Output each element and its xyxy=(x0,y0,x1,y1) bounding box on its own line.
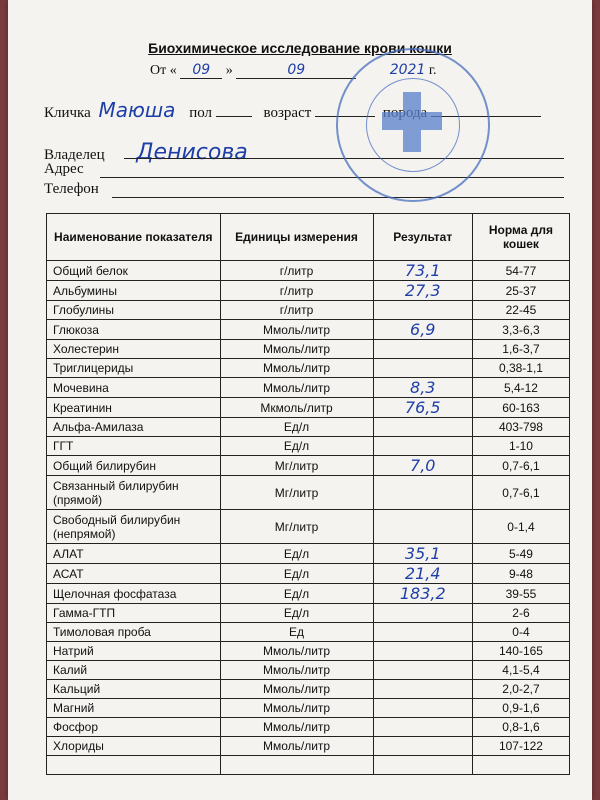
date-suffix: г. xyxy=(428,63,437,78)
table-row xyxy=(47,699,570,718)
cell-norm: 0,8-1,6 xyxy=(472,718,569,737)
cell-units: Ммоль/литр xyxy=(220,320,373,340)
adres-line xyxy=(100,177,564,178)
cell-result xyxy=(373,699,472,718)
cell-units: Ммоль/литр xyxy=(220,680,373,699)
cell-result xyxy=(373,476,472,510)
cell-result xyxy=(373,301,472,320)
table-row xyxy=(47,320,570,340)
vladelec-value: Денисова xyxy=(136,140,248,165)
cell-name: Хлориды xyxy=(47,737,221,756)
cell-units: Ед/л xyxy=(220,418,373,437)
table-row xyxy=(47,756,570,775)
cell-name xyxy=(47,756,221,775)
cell-units: Мкмоль/литр xyxy=(220,398,373,418)
cell-units: Ед/л xyxy=(220,564,373,584)
cell-result: 8,3 xyxy=(373,378,472,398)
table-row xyxy=(47,281,570,301)
date-day: 09 xyxy=(180,62,222,79)
table-row xyxy=(47,737,570,756)
table-row xyxy=(47,604,570,623)
table-row xyxy=(47,456,570,476)
table-row xyxy=(47,718,570,737)
clinic-stamp xyxy=(336,48,490,202)
cell-name: Глобулины xyxy=(47,301,221,320)
cell-name: Фосфор xyxy=(47,718,221,737)
cell-norm: 22-45 xyxy=(472,301,569,320)
cell-units: Ммоль/литр xyxy=(220,642,373,661)
table-body xyxy=(47,261,570,775)
table-row xyxy=(47,564,570,584)
header-norm: Норма для кошек xyxy=(472,214,569,261)
table-row xyxy=(47,680,570,699)
telefon-field xyxy=(44,181,564,198)
cell-norm: 9-48 xyxy=(472,564,569,584)
cell-result xyxy=(373,604,472,623)
vozrast-label: возраст xyxy=(263,105,312,121)
table-row xyxy=(47,359,570,378)
table-row xyxy=(47,623,570,642)
analysis-form xyxy=(8,0,592,800)
cell-name: Натрий xyxy=(47,642,221,661)
cell-name: Связанный билирубин (прямой) xyxy=(47,476,221,510)
cell-name: Холестерин xyxy=(47,340,221,359)
telefon-label: Телефон xyxy=(44,181,99,197)
pol-blank xyxy=(216,116,252,117)
cell-units: г/литр xyxy=(220,301,373,320)
stamp-cross-bar xyxy=(382,112,442,130)
cell-name: Общий билирубин xyxy=(47,456,221,476)
cell-units: Ммоль/литр xyxy=(220,661,373,680)
cell-result xyxy=(373,510,472,544)
cell-name: Магний xyxy=(47,699,221,718)
cell-name: АСАТ xyxy=(47,564,221,584)
date-prefix: От « xyxy=(150,63,177,78)
table-row xyxy=(47,398,570,418)
cell-norm: 3,3-6,3 xyxy=(472,320,569,340)
cell-result xyxy=(373,680,472,699)
cell-units: Мг/литр xyxy=(220,476,373,510)
cell-name: Кальций xyxy=(47,680,221,699)
cell-norm: 54-77 xyxy=(472,261,569,281)
table-row xyxy=(47,261,570,281)
header-result: Результат xyxy=(373,214,472,261)
klichka-label: Кличка xyxy=(44,105,91,121)
cell-result xyxy=(373,437,472,456)
header-name: Наименование показателя xyxy=(47,214,221,261)
table-row xyxy=(47,476,570,510)
cell-units: Ммоль/литр xyxy=(220,737,373,756)
adres-field xyxy=(44,161,564,178)
cell-units: Ед/л xyxy=(220,584,373,604)
cell-name: Триглицериды xyxy=(47,359,221,378)
cell-units: Мг/литр xyxy=(220,510,373,544)
table-row xyxy=(47,301,570,320)
cell-norm: 107-122 xyxy=(472,737,569,756)
pol-label: пол xyxy=(189,105,213,121)
cell-units: Ед/л xyxy=(220,604,373,623)
cell-units: Ммоль/литр xyxy=(220,340,373,359)
cell-name: Альфа-Амилаза xyxy=(47,418,221,437)
table-row xyxy=(47,661,570,680)
cell-norm: 403-798 xyxy=(472,418,569,437)
cell-result xyxy=(373,418,472,437)
cell-norm: 2-6 xyxy=(472,604,569,623)
cell-name: Креатинин xyxy=(47,398,221,418)
cell-units: Ед/л xyxy=(220,544,373,564)
cell-result: 6,9 xyxy=(373,320,472,340)
table-header-row xyxy=(47,214,570,261)
cell-result: 76,5 xyxy=(373,398,472,418)
cell-norm: 39-55 xyxy=(472,584,569,604)
cell-result xyxy=(373,737,472,756)
table-row xyxy=(47,642,570,661)
cell-result xyxy=(373,340,472,359)
cell-result: 27,3 xyxy=(373,281,472,301)
cell-units: г/литр xyxy=(220,281,373,301)
cell-norm: 60-163 xyxy=(472,398,569,418)
adres-label: Адрес xyxy=(44,161,84,177)
cell-result xyxy=(373,623,472,642)
cell-name: Свободный билирубин (непрямой) xyxy=(47,510,221,544)
cell-result xyxy=(373,756,472,775)
cell-result: 21,4 xyxy=(373,564,472,584)
cell-units: Ед xyxy=(220,623,373,642)
table-row xyxy=(47,510,570,544)
date-year: 2021 xyxy=(389,62,426,78)
table-row xyxy=(47,418,570,437)
cell-units: Ммоль/литр xyxy=(220,699,373,718)
cell-norm: 5,4-12 xyxy=(472,378,569,398)
cell-name: Калий xyxy=(47,661,221,680)
cell-norm: 2,0-2,7 xyxy=(472,680,569,699)
date-month: 09 xyxy=(236,62,356,79)
cell-units: Ед/л xyxy=(220,437,373,456)
cell-norm: 0,7-6,1 xyxy=(472,456,569,476)
cell-norm: 1,6-3,7 xyxy=(472,340,569,359)
cell-result: 35,1 xyxy=(373,544,472,564)
cell-name: Общий белок xyxy=(47,261,221,281)
cell-norm: 4,1-5,4 xyxy=(472,661,569,680)
cell-norm: 5-49 xyxy=(472,544,569,564)
form-title: Биохимическое исследование крови кошки xyxy=(148,40,452,56)
cell-name: ГГТ xyxy=(47,437,221,456)
cell-norm: 25-37 xyxy=(472,281,569,301)
date-mid: » xyxy=(225,63,233,78)
cell-result xyxy=(373,661,472,680)
cell-name: Тимоловая проба xyxy=(47,623,221,642)
cell-name: Гамма-ГТП xyxy=(47,604,221,623)
telefon-line xyxy=(112,197,564,198)
cell-result: 73,1 xyxy=(373,261,472,281)
cell-name: Щелочная фосфатаза xyxy=(47,584,221,604)
cell-result: 183,2 xyxy=(373,584,472,604)
cell-units: Ммоль/литр xyxy=(220,359,373,378)
cell-result xyxy=(373,359,472,378)
table-row xyxy=(47,584,570,604)
header-units: Единицы измерения xyxy=(220,214,373,261)
cell-norm: 0-1,4 xyxy=(472,510,569,544)
cell-norm: 1-10 xyxy=(472,437,569,456)
cell-norm: 0,7-6,1 xyxy=(472,476,569,510)
cell-norm: 0,9-1,6 xyxy=(472,699,569,718)
cell-name: Мочевина xyxy=(47,378,221,398)
cell-units: Ммоль/литр xyxy=(220,718,373,737)
table-row xyxy=(47,437,570,456)
table-row xyxy=(47,378,570,398)
cell-result xyxy=(373,718,472,737)
cell-units: г/литр xyxy=(220,261,373,281)
cell-name: АЛАТ xyxy=(47,544,221,564)
cell-units xyxy=(220,756,373,775)
cell-units: Мг/литр xyxy=(220,456,373,476)
cell-name: Глюкоза xyxy=(47,320,221,340)
results-table xyxy=(46,213,570,775)
table-row xyxy=(47,544,570,564)
cell-result: 7,0 xyxy=(373,456,472,476)
klichka-value: Маюша xyxy=(98,98,176,122)
cell-norm: 140-165 xyxy=(472,642,569,661)
cell-units: Ммоль/литр xyxy=(220,378,373,398)
cell-name: Альбумины xyxy=(47,281,221,301)
cell-result xyxy=(373,642,472,661)
cell-norm: 0,38-1,1 xyxy=(472,359,569,378)
cell-norm: 0-4 xyxy=(472,623,569,642)
vladelec-label: Владелец xyxy=(44,147,105,163)
cell-norm xyxy=(472,756,569,775)
table-row xyxy=(47,340,570,359)
